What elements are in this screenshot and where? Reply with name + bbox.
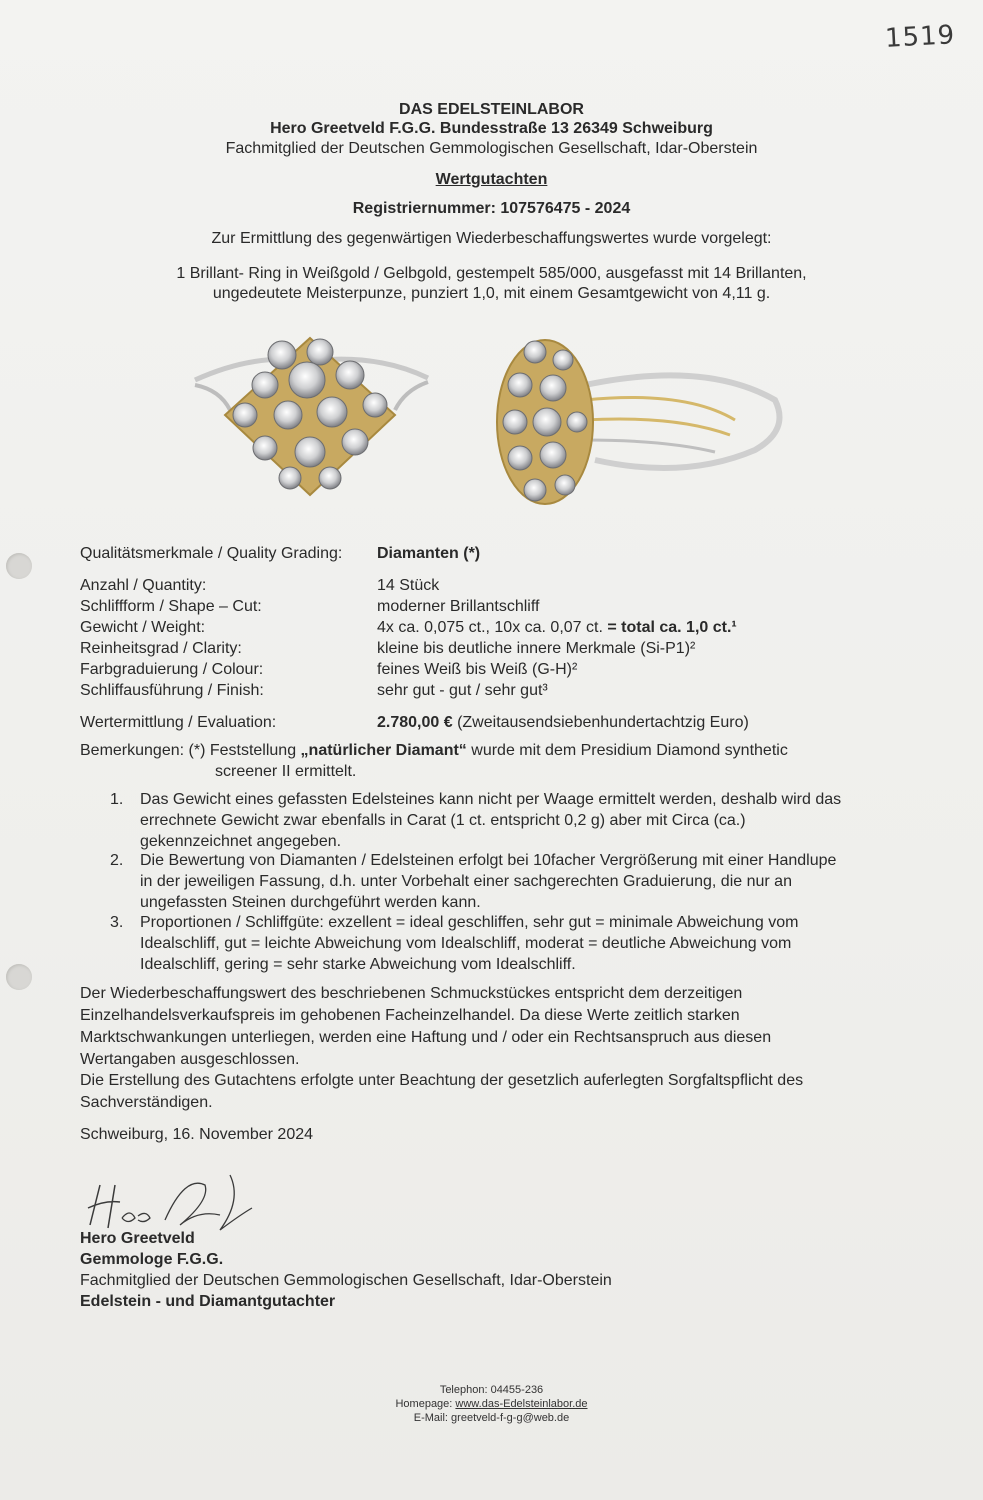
grading-heading-label: Qualitätsmerkmale / Quality Grading: <box>80 545 343 562</box>
grading-value-shape: moderner Brillantschliff <box>377 598 540 615</box>
footer-telephone: Telephon: 04455-236 <box>439 1384 544 1396</box>
signatory-role: Edelstein - und Diamantgutachter <box>80 1293 336 1310</box>
ring-side-view-photo <box>485 330 795 510</box>
disclaimer: Der Wiederbeschaffungswert des beschriebenen Schmuckstückes entspricht dem derzeitigen Einzelhandelsverkaufspreis im gehobenen Facheinzelhandel. Da diese Werte zeitlich starken Marktschwankungen unterliegen, werden eine Haftung und / oder ein Rechtsanspruch aus diesen Wertangaben ausgeschlossen. <box>80 985 772 1068</box>
intro-text: Zur Ermittlung des gegenwärtigen Wiederbeschaffungswertes wurde vorgelegt: <box>211 230 772 247</box>
owner-address: Hero Greetveld F.G.G. Bundesstraße 13 26349 Schweiburg <box>270 120 713 137</box>
punch-hole-bottom <box>6 964 32 990</box>
grading-label-clarity: Reinheitsgrad / Clarity: <box>80 640 242 657</box>
grading-value-finish: sehr gut - gut / sehr gut³ <box>377 682 548 699</box>
grading-label-shape: Schliffform / Shape – Cut: <box>80 598 262 615</box>
grading-heading-value: Diamanten (*) <box>377 545 481 562</box>
letterhead <box>0 100 983 159</box>
signatory-title: Gemmologe F.G.G. <box>80 1251 224 1268</box>
diligence-statement: Die Erstellung des Gutachtens erfolgte unter Beachtung der gesetzlich auferlegten Sorgfaltspflicht des Sachverständigen. <box>80 1072 804 1111</box>
grading-value-quantity: 14 Stück <box>377 577 440 594</box>
document-title: Wertgutachten <box>435 171 548 188</box>
registration-number: Registriernummer: 107576475 - 2024 <box>352 200 631 217</box>
signatory-membership: Fachmitglied der Deutschen Gemmologischen Gesellschaft, Idar-Oberstein <box>80 1272 612 1289</box>
lab-name: DAS EDELSTEINLABOR <box>399 101 584 118</box>
note-2: 2. Die Bewertung von Diamanten / Edelsteinen erfolgt bei 10facher Vergrößerung mit einer Handlupe in der jeweiligen Fassung, d.h. unter Vorbehalt einer sachgerechten Graduierung, die nur an ungefassten Steinen durchgeführt werden kann. <box>110 852 837 911</box>
grading-label-weight: Gewicht / Weight: <box>80 619 206 636</box>
ring-top-view-photo <box>190 330 430 510</box>
grading-label-colour: Farbgraduierung / Colour: <box>80 661 264 678</box>
evaluation-value: 2.780,00 € (Zweitausendsiebenhundertachtzig Euro) <box>377 714 749 731</box>
signature-block <box>80 1228 612 1312</box>
membership-line: Fachmitglied der Deutschen Gemmologischen Gesellschaft, Idar-Oberstein <box>225 140 758 157</box>
footer-email: E-Mail: greetveld-f-g-g@web.de <box>413 1412 570 1424</box>
note-1: 1. Das Gewicht eines gefassten Edelsteines kann nicht per Waage ermittelt werden, deshalb wird das errechnete Gewicht zwar ebenfalls in Carat (1 ct. entspricht 0,2 g) aber mit Circa (ca.) gekennzeichnet angegeben. <box>110 791 842 850</box>
grading-value-weight: 4x ca. 0,075 ct., 10x ca. 0,07 ct. = total ca. 1,0 ct.¹ <box>377 619 737 636</box>
grading-value-clarity: kleine bis deutliche innere Merkmale (Si-P1)² <box>377 640 696 657</box>
place-date: Schweiburg, 16. November 2024 <box>80 1126 314 1143</box>
grading-value-colour: feines Weiß bis Weiß (G-H)² <box>377 661 578 678</box>
remarks: Bemerkungen: (*) Feststellung „natürlicher Diamant“ wurde mit dem Presidium Diamond synthetic screener II ermittelt. <box>80 742 788 780</box>
footer-contact: Telephon: 04455-236 Homepage: www.das-Edelsteinlabor.de E-Mail: greetveld-f-g-g@web.de <box>0 1383 983 1425</box>
homepage-link[interactable]: www.das-Edelsteinlabor.de <box>455 1398 588 1410</box>
evaluation-label: Wertermittlung / Evaluation: <box>80 714 277 731</box>
punch-hole-top <box>6 553 32 579</box>
grading-label-quantity: Anzahl / Quantity: <box>80 577 207 594</box>
note-3: 3. Proportionen / Schliffgüte: exzellent = ideal geschliffen, sehr gut = minimale Abweichung vom Idealschliff, gut = leichte Abweichung vom Idealschliff, moderat = deutliche Abweichung vom Idealschliff, gering = sehr starke Abweichung vom Idealschliff. <box>110 914 799 973</box>
grading-label-finish: Schliffausführung / Finish: <box>80 682 264 699</box>
signatory-name: Hero Greetveld <box>80 1230 195 1247</box>
handwritten-number: 1519 <box>884 20 956 54</box>
item-description: 1 Brillant- Ring in Weißgold / Gelbgold, gestempelt 585/000, ausgefasst mit 14 Brillanten, ungedeutete Meisterpunze, punziert 1,0, mit einem Gesamtgewicht von 4,11 g. <box>176 265 807 302</box>
